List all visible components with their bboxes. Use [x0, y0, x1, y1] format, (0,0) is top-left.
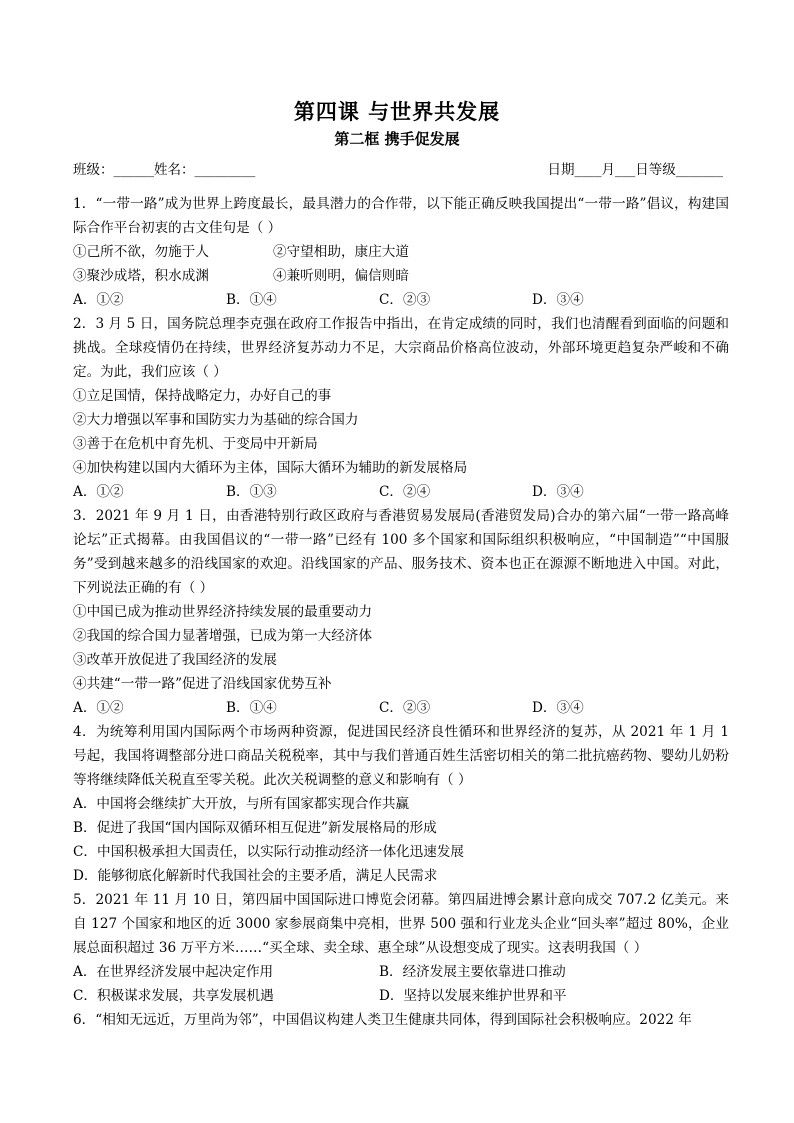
option-b: B．经济发展主要依靠进口推动 — [379, 964, 566, 980]
page-subtitle: 第二框 携手促发展 — [334, 130, 460, 148]
date-grade-fields: 日期____月___日等级_______ — [547, 162, 723, 178]
statement-item: ③聚沙成塔，积水成渊 — [73, 268, 209, 284]
statement-item: ③改革开放促进了我国经济的发展 — [73, 652, 277, 668]
statement-item: ②大力增强以军事和国防实力为基础的综合国力 — [73, 412, 359, 428]
answer-options — [73, 288, 729, 312]
answer-options — [73, 480, 729, 504]
option-c: C．②④ — [379, 484, 431, 500]
statement-row — [73, 240, 729, 264]
statement-item: ②我国的综合国力显著增强，已成为第一大经济体 — [73, 628, 373, 644]
option-a: A．在世界经济发展中起决定作用 — [73, 964, 274, 980]
answer-options — [73, 696, 729, 720]
option-c: C．②③ — [379, 700, 431, 716]
student-info-row — [73, 158, 723, 180]
option-d: D．③④ — [532, 292, 584, 308]
statement-item: ①己所不欲，勿施于人 — [73, 244, 209, 260]
option-c: C．中国积极承担大国责任，以实际行动推动经济一体化迅速发展 — [73, 844, 465, 860]
statement-row — [73, 264, 729, 288]
option-b: B．①④ — [226, 292, 277, 308]
question-2 — [73, 312, 729, 504]
statement-item: ②守望相助，康庄大道 — [273, 244, 409, 260]
question-1 — [73, 192, 729, 312]
question-stem: 5．2021 年 11 月 10 日，第四届中国国际进口博览会闭幕。第四届进博会累计意向成交 707.2 亿美元。来自 127 个国家和地区的近 3000 家参展商集中亮相，世界 500 强和行业龙头企业“回头率”超过 80%，企业展总面积超过 36 万平方米……“买全球、卖全球、惠全球”从设想变成了现实。这表明我国（ ） — [73, 892, 729, 956]
option-d: D．③④ — [532, 484, 584, 500]
option-a: A．①② — [73, 700, 124, 716]
statement-item: ④共建“一带一路”促进了沿线国家优势互补 — [73, 676, 332, 692]
option-c: C．②③ — [379, 292, 431, 308]
question-stem: 3．2021 年 9 月 1 日，由香港特别行政区政府与香港贸易发展局(香港贸发局)合办的第六届“一带一路高峰论坛”正式揭幕。由我国倡议的“一带一路”已经有 100 多个国家和国际组织积极响应，“中国制造”“中国服务”受到越来越多的沿线国家的欢迎。沿线国家的产品、服务技术、资本也正在源源不断地进入中国。对此，下列说法正确的有（ ） — [73, 508, 729, 596]
option-b: B．①③ — [226, 484, 277, 500]
question-3 — [73, 504, 729, 720]
option-b: B．促进了我国“国内国际双循环相互促进”新发展格局的形成 — [73, 820, 437, 836]
statement-item: ①中国已成为推动世界经济持续发展的最重要动力 — [73, 604, 373, 620]
page-title: 第四课 与世界共发展 — [293, 99, 501, 124]
question-4 — [73, 720, 729, 888]
question-stem: 2．3 月 5 日，国务院总理李克强在政府工作报告中指出，在肯定成绩的同时，我们也清醒看到面临的问题和挑战。全球疫情仍在持续，世界经济复苏动力不足，大宗商品价格高位波动，外部环境更趋复杂严峻和不确定。为此，我们应该（ ） — [73, 316, 729, 380]
question-6 — [73, 1008, 729, 1032]
statement-item: ④加快构建以国内大循环为主体，国际大循环为辅助的新发展格局 — [73, 460, 468, 476]
question-stem: 4．为统筹利用国内国际两个市场两种资源，促进国民经济良性循环和世界经济的复苏，从 2021 年 1 月 1 号起，我国将调整部分进口商品关税税率，其中与我们普通百姓生活密切相关的第二批抗癌药物、婴幼儿奶粉等将继续降低关税直至零关税。此次关税调整的意义和影响有（ ） — [73, 724, 729, 788]
option-c: C．积极谋求发展，共享发展机遇 — [73, 988, 274, 1004]
answer-options — [73, 960, 729, 984]
question-5 — [73, 888, 729, 1008]
question-stem: 1．“一带一路”成为世界上跨度最长，最具潜力的合作带，以下能正确反映我国提出“一带一路”倡议，构建国际合作平台初衷的古文佳句是（ ） — [73, 196, 729, 236]
option-a: A．中国将会继续扩大开放，与所有国家都实现合作共赢 — [73, 796, 410, 812]
answer-options — [73, 984, 729, 1008]
class-name-fields: 班级：______姓名：_________ — [73, 162, 256, 178]
option-d: D．坚持以发展来维护世界和平 — [379, 988, 567, 1004]
question-stem: 6．“相知无远近，万里尚为邻”，中国倡议构建人类卫生健康共同体，得到国际社会积极响应。2022 年 — [73, 1012, 692, 1028]
statement-item: ③善于在危机中育先机、于变局中开新局 — [73, 436, 318, 452]
option-d: D．③④ — [532, 700, 584, 716]
option-a: A．①② — [73, 292, 124, 308]
option-d: D．能够彻底化解新时代我国社会的主要矛盾，满足人民需求 — [73, 868, 438, 884]
option-b: B．①④ — [226, 700, 277, 716]
option-a: A．①② — [73, 484, 124, 500]
statement-item: ④兼听则明，偏信则暗 — [273, 268, 409, 284]
questions — [73, 192, 729, 1032]
statement-item: ①立足国情，保持战略定力，办好自己的事 — [73, 388, 332, 404]
